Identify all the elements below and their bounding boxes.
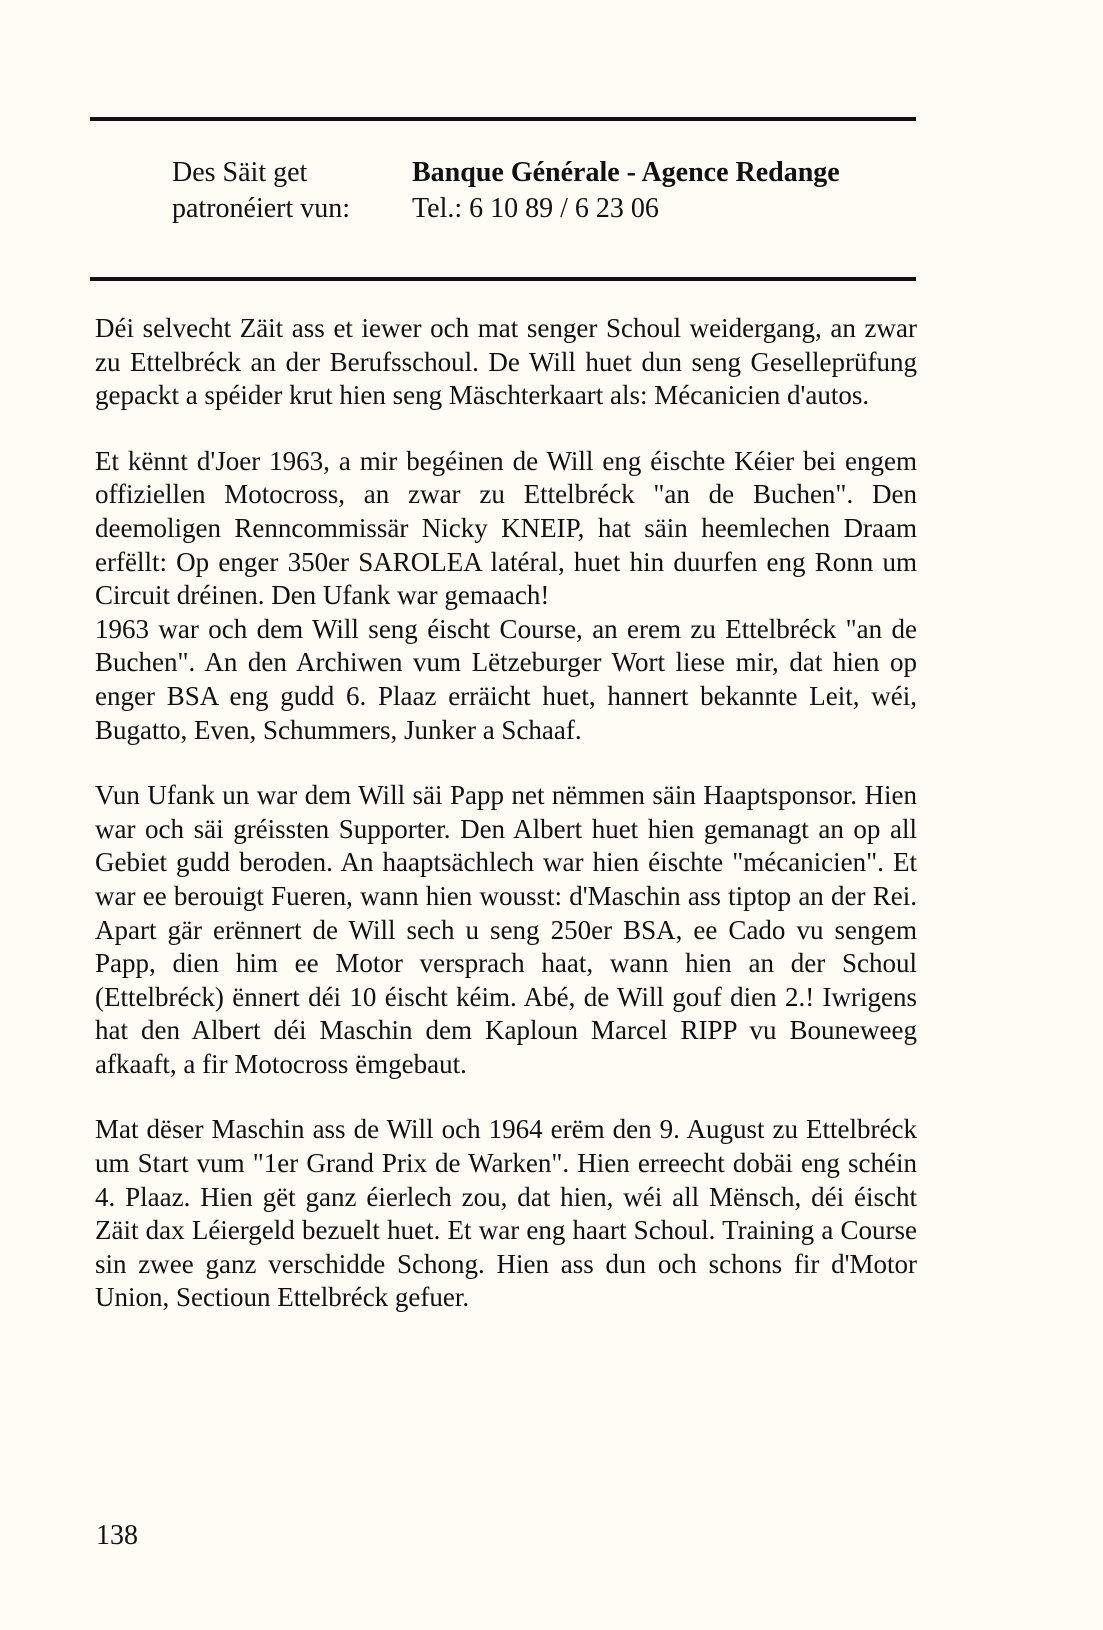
page-number: 138 — [96, 1520, 138, 1551]
header-rule-top — [90, 117, 916, 121]
article-body — [95, 312, 917, 1347]
paragraph: Mat dëser Maschin ass de Will och 1964 erëm den 9. August zu Ettelbréck um Start vum "1er Grand Prix de Warken". Hien erreecht dobäi eng schéin 4. Plaaz. Hien gët ganz éierlech zou, dat hien, wéi all Mënsch, déi éischt Zäit dax Léiergeld bezuelt huet. Et war eng haart Schoul. Training a Course sin zwee ganz verschidde Schong. Hien ass dun och schons fir d'Motor Union, Sectioun Ettelbréck gefuer. — [95, 1114, 917, 1313]
paragraph: 1963 war och dem Will seng éischt Course, an erem zu Ettelbréck "an de Buchen". An den Archiwen vum Lëtzeburger Wort liese mir, dat hien op enger BSA eng gudd 6. Plaaz erräicht huet, hannert bekannte Leit, wéi, Bugatto, Even, Schummers, Junker a Schaaf. — [95, 613, 917, 745]
sponsor-row-1 — [172, 155, 840, 191]
paragraph: Et kënnt d'Joer 1963, a mir begéinen de Will eng éischte Kéier bei engem offiziellen Motocross, an zwar zu Ettelbréck "an de Buchen". Den deemoligen Renncommissär Nicky KNEIP, hat säin heemlechen Draam erfëllt: Op enger 350er SAROLEA latéral, huet hin duurfen eng Ronn um Circuit dréinen. Den Ufank war gemaach! — [95, 445, 917, 611]
sponsor-name: Banque Générale - Agence Redange — [412, 157, 840, 188]
sponsor-label-line2: patronéiert vun: — [172, 193, 351, 224]
sponsor-box — [172, 155, 840, 227]
sponsor-label-line1: Des Säit get — [172, 157, 308, 188]
paragraph: Vun Ufank un war dem Will säi Papp net nëmmen säin Haaptsponsor. Hien war och säi gréissten Supporter. Den Albert huet hien gemanagt an op all Gebiet gudd beroden. An haaptsächlech war hien éischte "mécanicien". Et war ee berouigt Fueren, wann hien wousst: d'Maschin ass tiptop an der Rei. Apart gär erënnert de Will sech u seng 250er BSA, ee Cado vu sengem Papp, dien him ee Motor versprach haat, wann hien an der Schoul (Ettelbréck) ënnert déi 10 éischt kéim. Abé, de Will gouf dien 2.! Iwrigens hat den Albert déi Maschin dem Kaploun Marcel RIPP vu Bouneweeg afkaaft, a fir Motocross ëmgebaut. — [95, 780, 917, 1079]
sponsor-row-2 — [172, 191, 840, 227]
header-rule-bottom — [90, 277, 916, 281]
sponsor-phone: Tel.: 6 10 89 / 6 23 06 — [412, 193, 659, 224]
paragraph: Déi selvecht Zäit ass et iewer och mat senger Schoul weidergang, an zwar zu Ettelbréck an der Berufsschoul. De Will huet dun seng Geselleprüfung gepackt a spéider krut hien seng Mäschterkaart als: Mécanicien d'autos. — [95, 313, 917, 411]
